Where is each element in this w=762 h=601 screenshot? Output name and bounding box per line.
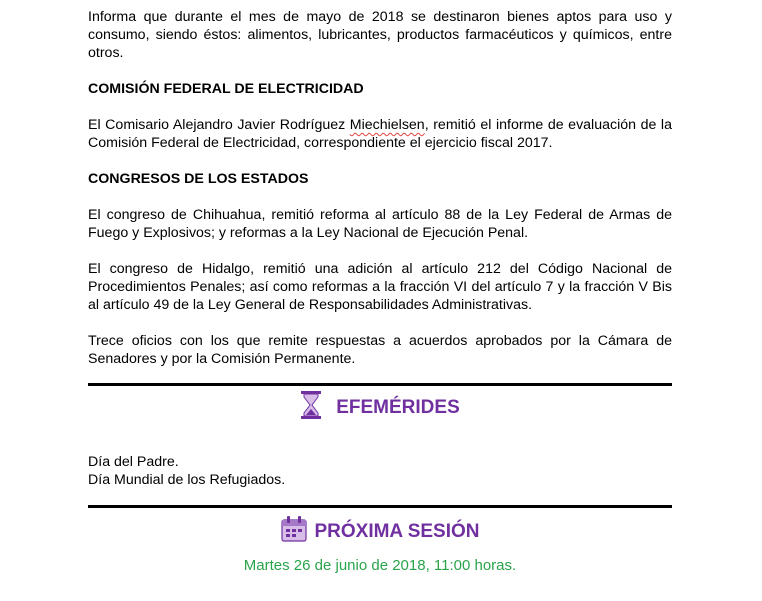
proxima-sesion-datetime: Martes 26 de junio de 2018, 11:00 horas. [243,557,517,574]
cfe-text-after: , remitió el informe de evaluación de la Comisión Federal de Electricidad, correspondiente el ejercicio fiscal 2017. [88,117,672,151]
efemerides-item: Día Mundial de los Refugiados. [88,472,286,488]
intro-paragraph: Informa que durante el mes de mayo de 2018 se destinaron bienes aptos para uso y consumo, siendo éstos: alimentos, lubricantes, productos farmacéuticos y químicos, entre otros. [88,9,672,61]
congresos-paragraph-chihuahua: El congreso de Chihuahua, remitió reforma al artículo 88 de la Ley Federal de Armas de Fuego y Explosivos; y reformas a la Ley Nacional de Ejecución Penal. [88,207,672,241]
efemerides-title: EFEMÉRIDES [336,397,460,418]
document-body [88,8,672,368]
cfe-heading: COMISIÓN FEDERAL DE ELECTRICIDAD [88,81,364,97]
proxima-sesion-title: PRÓXIMA SESIÓN [314,521,480,542]
cfe-paragraph [88,116,672,152]
section-divider-proxima-sesion [88,505,672,508]
misspelled-word[interactable]: Miechielsen [349,117,425,133]
efemerides-list [88,453,672,489]
cfe-text-before: El Comisario Alejandro Javier Rodríguez [88,117,350,133]
section-divider-efemerides [88,383,672,386]
hourglass-icon [300,390,322,426]
congresos-paragraph-hidalgo: El congreso de Hidalgo, remitió una adición al artículo 212 del Código Nacional de Procedimientos Penales; así como reformas a la fracción VI del artículo 7 y la fracción V Bis al artículo 49 de la Ley General de Responsabilidades Administrativas. [88,261,672,313]
congresos-paragraph-oficios: Trece oficios con los que remite respuestas a acuerdos aprobados por la Cámara de Senadores y por la Comisión Permanente. [88,333,672,367]
efemerides-item: Día del Padre. [88,454,179,470]
congresos-heading: CONGRESOS DE LOS ESTADOS [88,171,309,187]
calendar-icon [280,515,308,549]
efemerides-title-row [88,390,672,426]
proxima-sesion-title-row [88,514,672,550]
